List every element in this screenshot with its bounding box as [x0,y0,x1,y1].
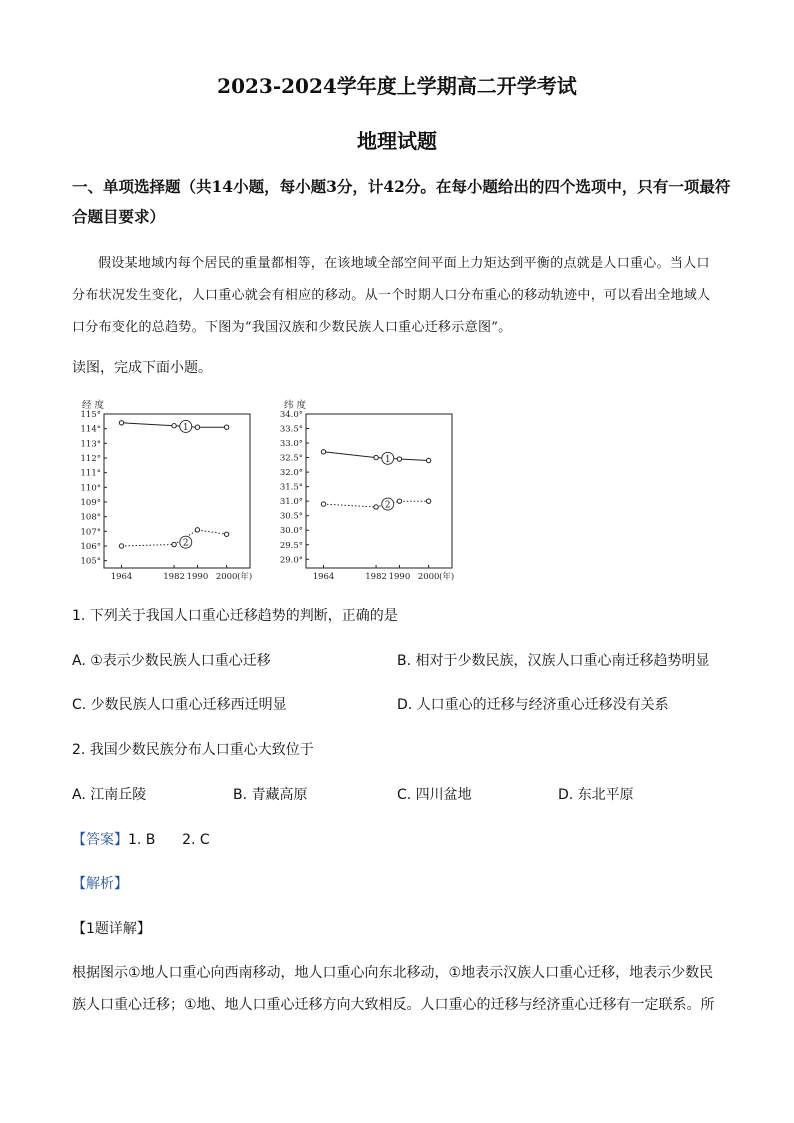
series-label-2: 2 [182,538,189,549]
detail-text: 根据图示①地人口重心向西南移动，地人口重心向东北移动，①地表示汉族人口重心迁移，地表示少数民族人口重心迁移；①地、地人口重心迁移方向大致相反。人口重心的迁移与经济重心迁移有一定联系。所 [72,965,715,1013]
x-tick-label: 1964 [110,572,133,582]
y-tick-label: 30.5° [279,511,303,522]
instruction: 读图，完成下面小题。 [72,360,212,376]
y-tick-label: 109° [80,498,101,508]
series-label-2: 2 [384,500,391,511]
series-label-1: 1 [182,422,189,433]
y-tick-label: 115° [80,410,101,420]
x-tick-label: 1990 [186,572,209,582]
x-tick-label: 1982 [163,572,185,582]
q1-option-d[interactable]: D. 人口重心的迁移与经济重心迁移没有关系 [397,697,669,713]
x-tick-label: 2000 [417,572,440,582]
y-tick-label: 113° [80,439,101,450]
data-point [397,457,401,461]
q1-option-b[interactable]: B. 相对于少数民族，汉族人口重心南迁移趋势明显 [397,653,710,669]
q2-option-c[interactable]: C. 四川盆地 [397,787,472,803]
y-tick-label: 29.5° [279,540,303,551]
y-axis-label: 纬 度 [284,400,307,411]
y-tick-label: 105° [80,556,101,567]
y-tick-label: 29.0° [279,555,303,566]
y-axis-label: 经 度 [82,400,105,411]
data-point [426,499,430,503]
plot-frame [306,414,452,568]
data-point [397,499,401,503]
data-point [321,502,325,506]
exam-subtitle: 地理试题 [357,129,437,153]
x-unit-label: (年) [439,572,455,582]
analysis-tag: 【解析】 [72,876,128,892]
q1-stem: 1. 下列关于我国人口重心迁移趋势的判断，正确的是 [72,608,398,624]
y-tick-label: 114° [80,424,101,435]
q1-option-a[interactable]: A. ①表示少数民族人口重心迁移 [72,653,271,669]
y-tick-label: 30.0° [279,526,303,537]
data-point [195,528,199,532]
x-tick-label: 2000 [215,572,238,582]
data-point [224,532,228,536]
q2-option-d[interactable]: D. 东北平原 [558,787,634,803]
y-tick-label: 108° [80,512,101,523]
x-tick-label: 1982 [365,572,387,582]
data-point [119,421,123,425]
y-tick-label: 106° [80,542,101,552]
plot-frame [104,414,250,568]
latitude-chart [266,398,462,586]
x-tick-label: 1990 [388,572,411,582]
y-tick-label: 110° [80,483,101,494]
passage: 假设某地域内每个居民的重量都相等，在该地域全部空间平面上力矩达到平衡的点就是人口重心。当人口分布状况发生变化，人口重心就会有相应的移动。从一个时期人口分布重心的移动轨迹中，可以看出全地域人口分布变化的总趋势。下图为“我国汉族和少数民族人口重心迁移示意图”。 [72,256,711,335]
y-tick-label: 107° [80,527,101,538]
section-heading: 一、单项选择题（共14小题，每小题3分，计42分。在每小题给出的四个选项中，只有一项最符合题目要求） [72,177,731,226]
y-tick-label: 33.5° [279,424,303,435]
answer-tag: 【答案】 [72,832,128,848]
data-point [172,542,176,546]
y-tick-label: 31.0° [279,497,303,508]
longitude-chart [64,398,260,586]
q1-option-c[interactable]: C. 少数民族人口重心迁移西迁明显 [72,697,287,713]
exam-title: 2023-2024学年度上学期高二开学考试 [217,74,577,98]
y-tick-label: 32.5° [279,453,303,464]
x-unit-label: (年) [237,572,253,582]
y-tick-label: 32.0° [279,468,303,479]
x-tick-label: 1964 [312,572,335,582]
series-label-1: 1 [384,454,391,465]
y-tick-label: 34.0° [279,410,303,420]
answer-line [72,829,210,849]
q2-option-b[interactable]: B. 青藏高原 [233,787,308,803]
detail-tag: 【1题详解】 [72,921,151,937]
data-point [119,544,123,548]
q2-option-a[interactable]: A. 江南丘陵 [72,787,147,803]
q2-stem: 2. 我国少数民族分布人口重心大致位于 [72,742,314,758]
data-point [321,450,325,454]
answer-text: 1. B 2. C [128,832,210,848]
y-tick-label: 31.5° [279,482,303,493]
data-point [426,458,430,462]
y-tick-label: 112° [80,454,101,464]
data-point [374,455,378,459]
data-point [374,505,378,509]
y-tick-label: 33.0° [279,439,303,450]
y-tick-label: 111° [80,468,101,479]
data-point [224,425,228,429]
data-point [172,424,176,428]
data-point [195,425,199,429]
